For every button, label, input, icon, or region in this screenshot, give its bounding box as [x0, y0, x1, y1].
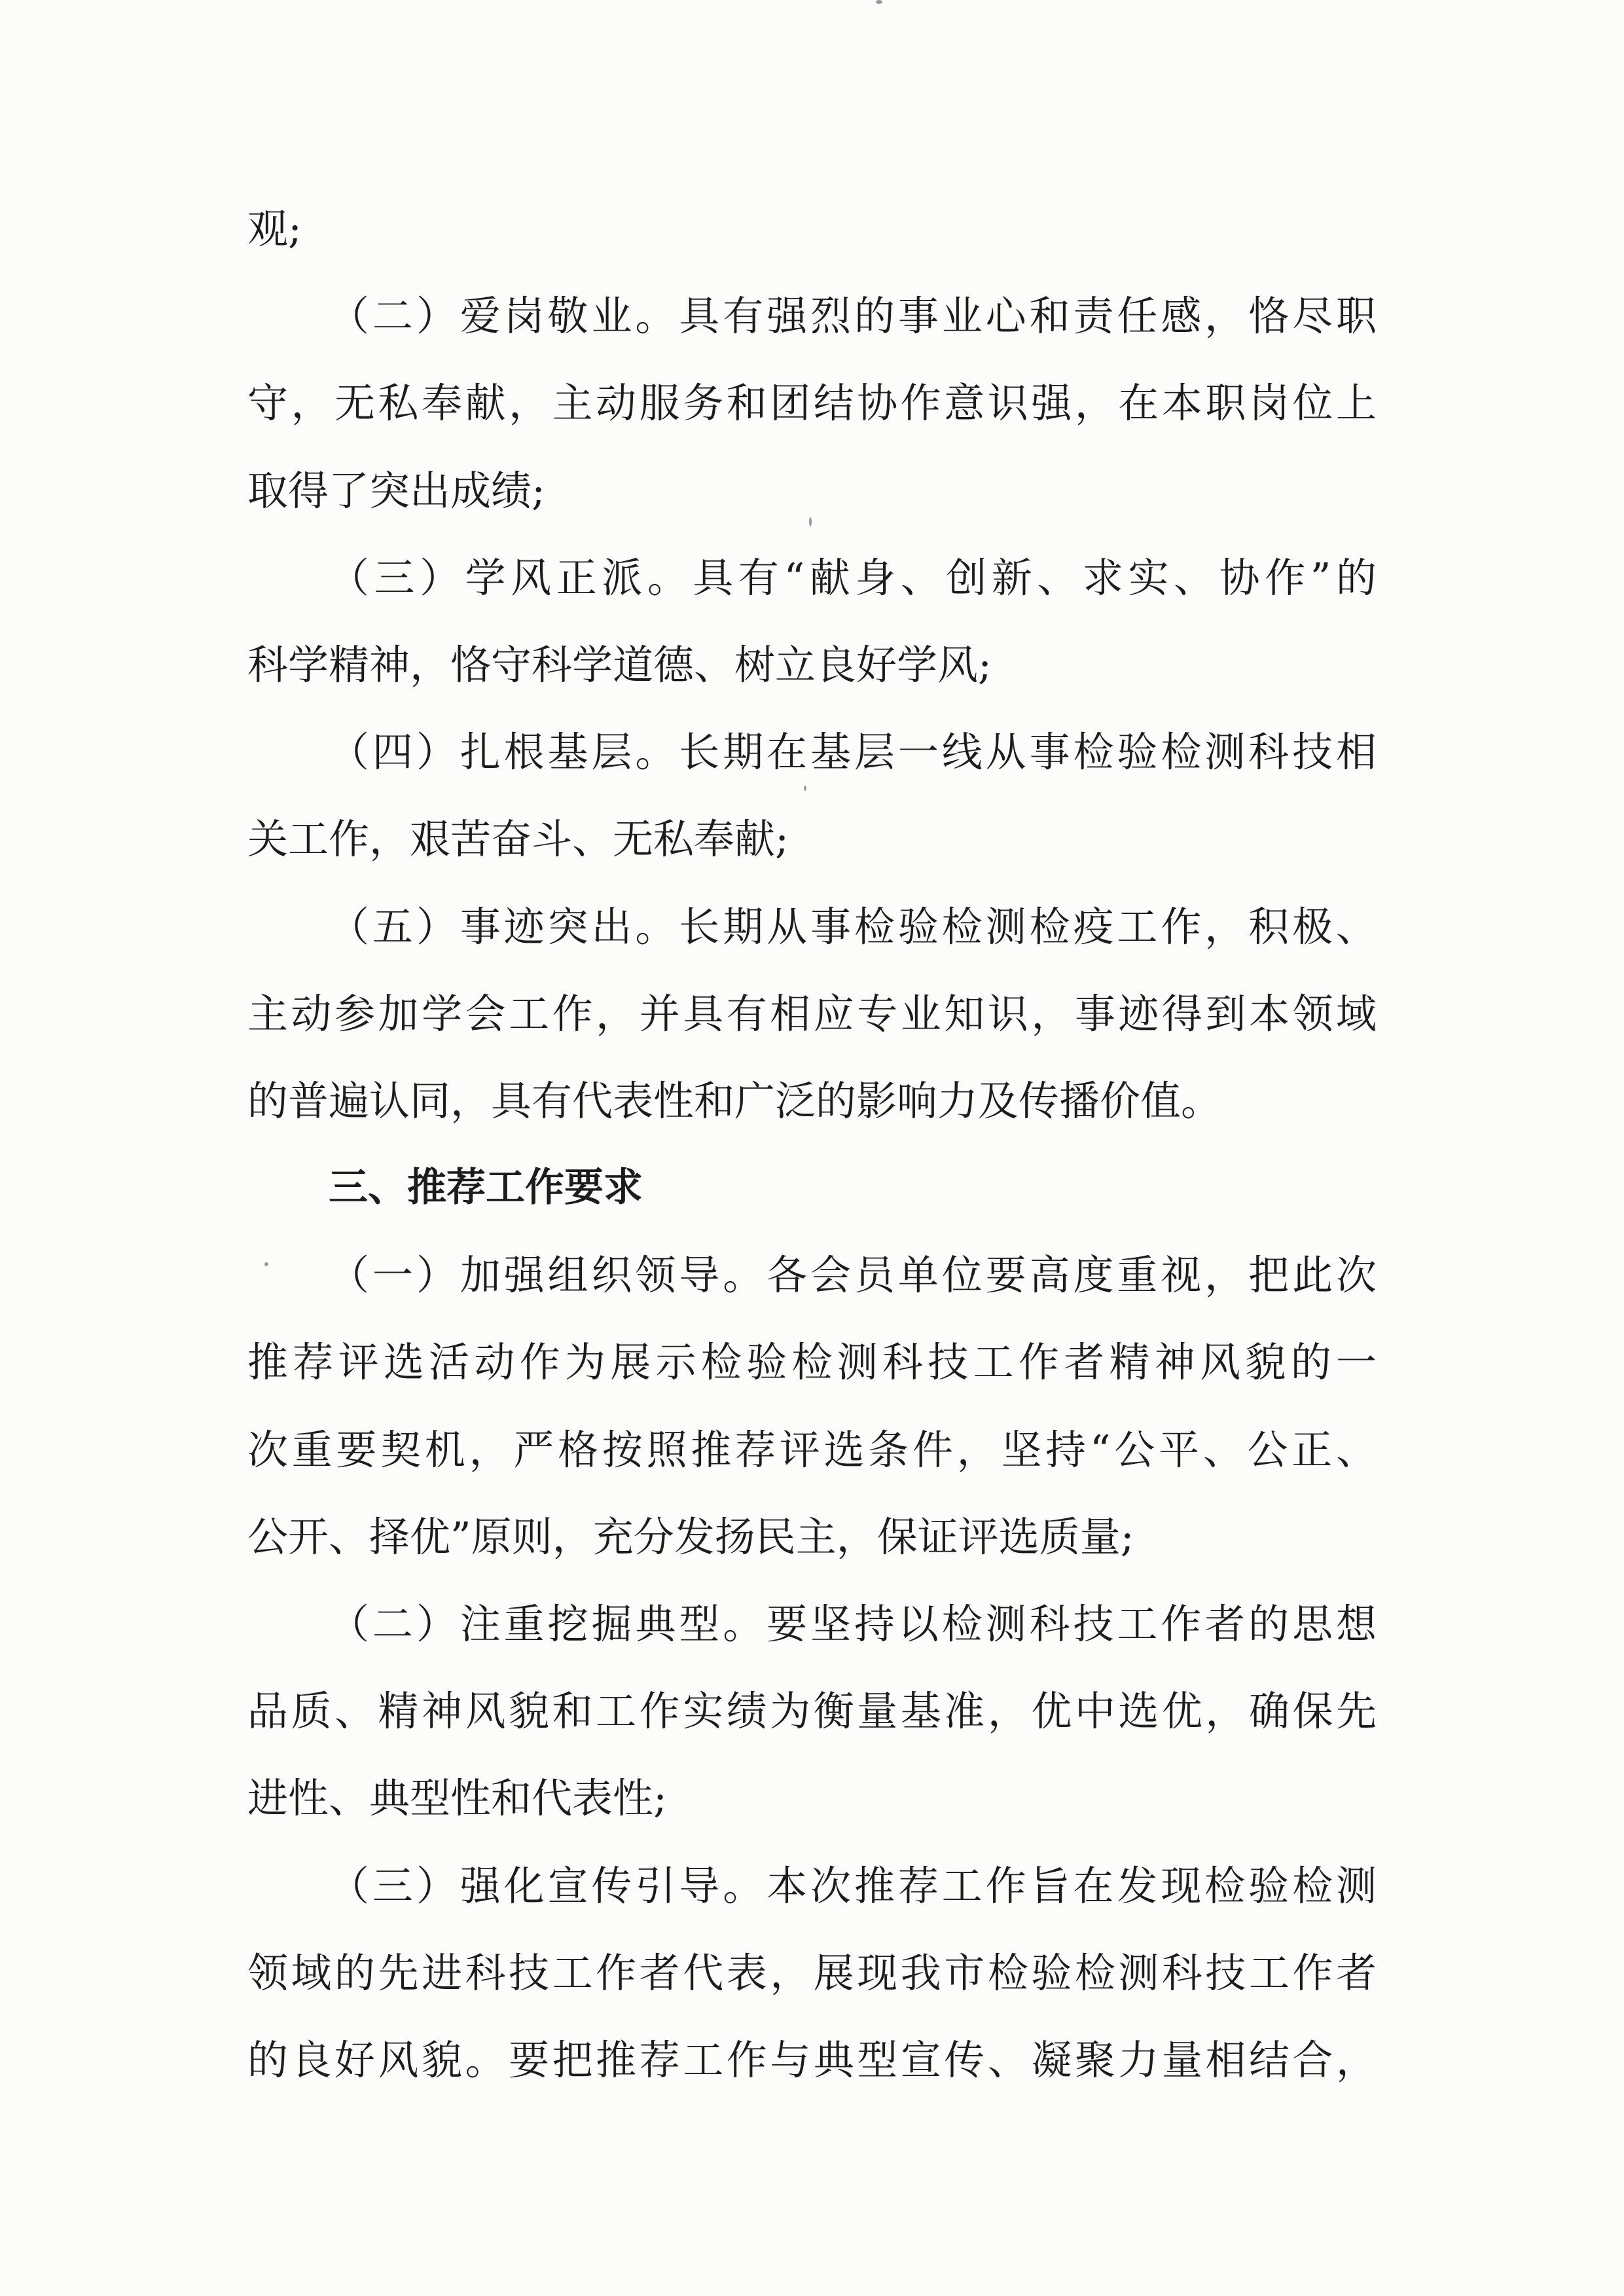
text-line: 守，无私奉献，主动服务和团结协作意识强，在本职岗位上: [247, 379, 1377, 428]
text-line: 的普遍认同，具有代表性和广泛的影响力及传播价值。: [247, 1076, 1222, 1125]
text-line: 品质、精神风貌和工作实绩为衡量基准，优中选优，确保先: [247, 1687, 1377, 1736]
scan-speck: [876, 0, 882, 4]
text-line: （二）注重挖掘典型。要坚持以检测科技工作者的思想: [329, 1600, 1377, 1648]
text-line: （五）事迹突出。长期从事检验检测检疫工作，积极、: [329, 902, 1377, 951]
text-line: 的良好风貌。要把推荐工作与典型宣传、凝聚力量相结合，: [247, 2035, 1377, 2084]
text-line: （四）扎根基层。长期在基层一线从事检验检测科技相: [329, 728, 1377, 776]
text-line: 关工作，艰苦奋斗、无私奉献;: [247, 815, 789, 864]
text-line: （三）强化宣传引导。本次推荐工作旨在发现检验检测: [329, 1861, 1377, 1910]
text-line: 观;: [247, 205, 302, 253]
document-body: [247, 185, 1377, 2104]
text-line: 科学精神，恪守科学道德、树立良好学风;: [247, 640, 992, 689]
section-heading: 三、推荐工作要求: [329, 1165, 643, 1211]
text-line: 进性、典型性和代表性;: [247, 1774, 667, 1823]
text-line: 领域的先进科技工作者代表，展现我市检验检测科技工作者: [247, 1948, 1377, 1997]
text-line: （一）加强组织领导。各会员单位要高度重视，把此次: [329, 1251, 1377, 1300]
text-line: 推荐评选活动作为展示检验检测科技工作者精神风貌的一: [247, 1338, 1377, 1387]
text-line: （三）学风正派。具有“献身、创新、求实、协作”的: [329, 553, 1377, 602]
text-line: 公开、择优”原则，充分发扬民主，保证评选质量;: [247, 1512, 1134, 1561]
text-line: （二）爱岗敬业。具有强烈的事业心和责任感，恪尽职: [329, 292, 1377, 340]
text-line: 主动参加学会工作，并具有相应专业知识，事迹得到本领域: [247, 989, 1377, 1038]
text-line: 次重要契机，严格按照推荐评选条件，坚持“公平、公正、: [247, 1425, 1377, 1474]
text-line: 取得了突出成绩;: [247, 466, 545, 515]
